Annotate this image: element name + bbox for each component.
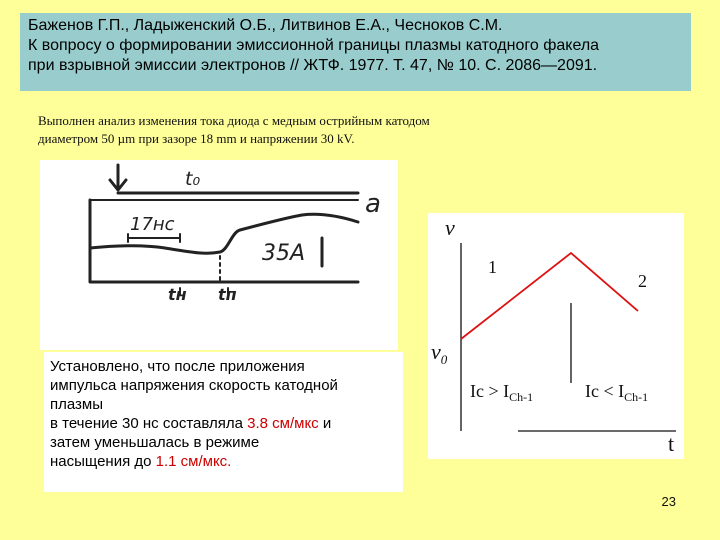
reference-title-line-1: К вопросу о формировании эмиссионной границы плазмы катодного факела [28,37,600,54]
duration-label: 17нс [130,214,175,235]
v0-subscript: 0 [440,352,448,367]
page-number: 23 [661,494,676,509]
region-1-label: 1 [488,257,497,277]
current-label: 35А [262,241,306,266]
region-2-label: 2 [638,271,647,291]
velocity-graph [428,213,684,459]
intro-line-2: диаметром 50 µm при зазоре 18 mm и напряжении 30 kV. [38,131,355,146]
finding-line-4-end: и [318,415,332,432]
initial-velocity-value: 3.8 см/мкс [247,415,319,432]
tp-label: tп [218,285,237,304]
reference-authors: Баженов Г.П., Ладыженский О.Б., Литвинов Е.А., Чесноков С.М. [28,17,503,34]
reference-header [20,13,691,91]
y-axis-label: v [445,215,455,240]
saturation-velocity-value: 1.1 см/мкс. [155,453,232,470]
reference-title-line-2: при взрывной эмиссии электронов // ЖТФ. 1977. Т. 47, № 10. С. 2086—2091. [28,57,598,74]
finding-line-4 [50,414,397,433]
tn-label: tн [168,285,187,304]
trace-letter-label: a [365,189,381,219]
finding-line-5: затем уменьшалась в режиме [50,434,260,451]
finding-line-3: плазмы [50,396,104,413]
finding-line-6-start: насыщения до [50,453,156,470]
intro-text [38,112,558,148]
velocity-graph-drawing [428,213,684,459]
oscillogram-drawing [40,160,398,350]
finding-line-2: импульса напряжения скорость катодной [50,377,338,394]
x-axis-label: t [668,431,675,456]
finding-line-4-start: в течение 30 нс составляла [50,415,248,432]
t0-label: t₀ [185,168,201,190]
v0-symbol: v [431,339,441,364]
condition-2-label: $Ic < I_{Ch-1}$ [585,381,649,404]
oscillogram-image [40,160,398,350]
finding-line-1: Установлено, что после приложения [50,358,305,375]
intro-line-1: Выполнен анализ изменения тока диода с медным острийным катодом [38,113,430,128]
v0-label [431,339,448,367]
bottom-trace [90,200,358,282]
condition-1-label: $Ic > I_{Ch-1}$ [470,381,534,404]
finding-line-6 [50,452,397,471]
finding-text [44,352,403,492]
